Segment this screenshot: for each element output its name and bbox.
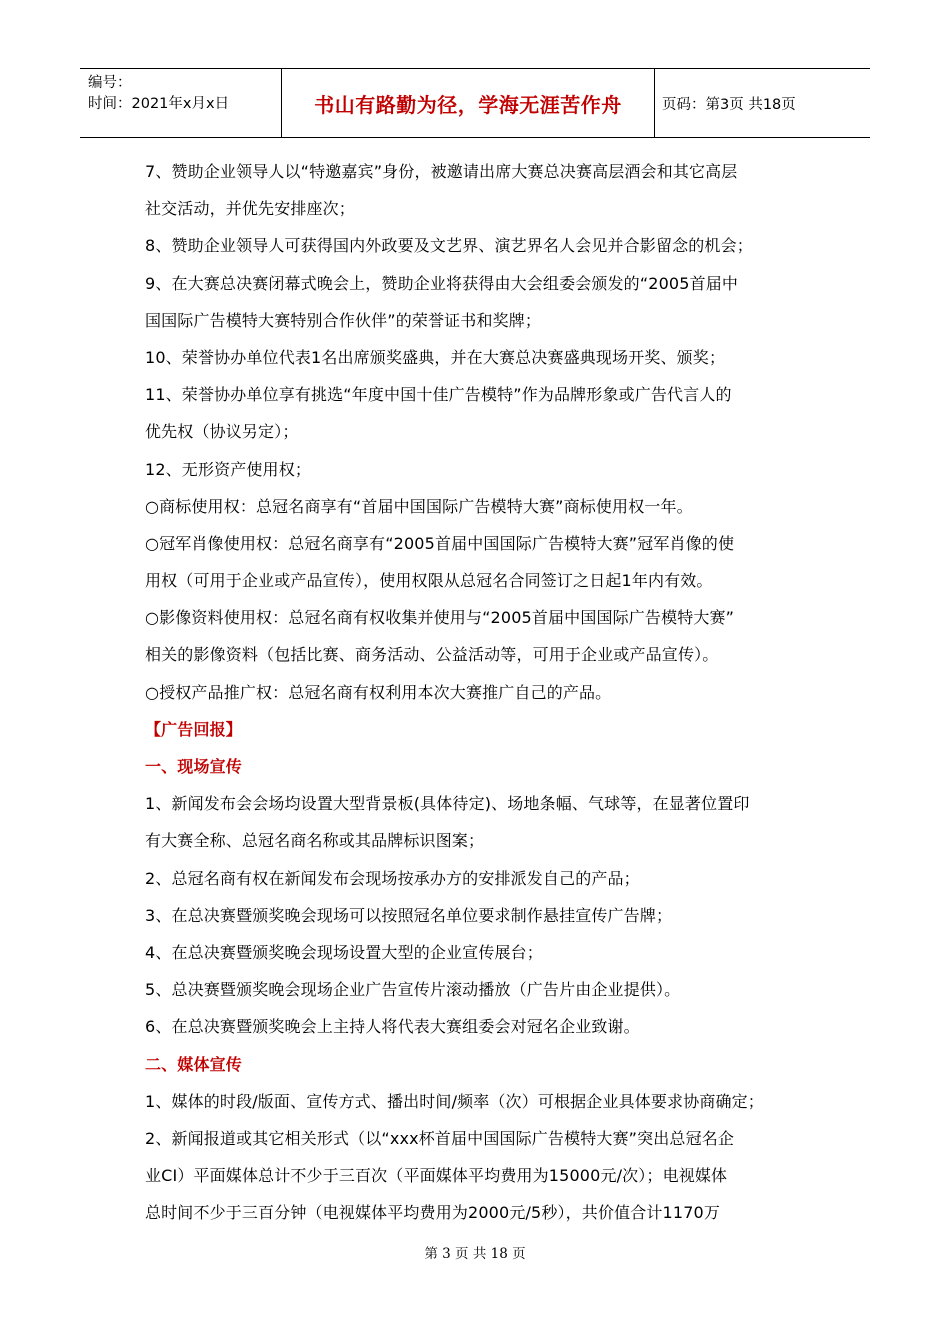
body-line: 7、赞助企业领导人以“特邀嘉宾”身份，被邀请出席大赛总决赛高层酒会和其它高层 — [145, 162, 738, 181]
body-line: 6、在总决赛暨颁奖晚会上主持人将代表大赛组委会对冠名企业致谢。 — [145, 1017, 640, 1037]
body-line: 优先权（协议另定）； — [145, 422, 299, 442]
body-line: 1、新闻发布会会场均设置大型背景板(具体待定)、场地条幅、气球等，在显著位置印 — [145, 794, 750, 814]
document-body — [145, 153, 807, 1231]
body-line: 3、在总决赛暨颁奖晚会现场可以按照冠名单位要求制作悬挂宣传广告牌； — [145, 905, 673, 925]
body-line: ○授权产品推广权：总冠名商有权利用本次大赛推广自己的产品。 — [145, 682, 612, 702]
body-line: ○商标使用权：总冠名商享有“首届中国国际广告模特大赛”商标使用权一年。 — [145, 496, 693, 516]
page-header — [80, 68, 870, 138]
section-heading: 一、现场宣传 — [145, 757, 242, 776]
body-line: ○冠军肖像使用权：总冠名商享有“2005首届中国国际广告模特大赛”冠军肖像的使 — [145, 533, 735, 553]
body-line: 有大赛全称、总冠名商名称或其品牌标识图案； — [145, 831, 485, 851]
document-date: 时间：2021年x月x日 — [88, 96, 230, 112]
body-line: 总时间不少于三百分钟（电视媒体平均费用为2000元/5秒），共价值合计1170万 — [145, 1203, 721, 1223]
body-line: 10、荣誉协办单位代表1名出席颁奖盛典，并在大赛总决赛盛典现场开奖、颁奖； — [145, 347, 726, 367]
body-line: 2、总冠名商有权在新闻发布会现场按承办方的安排派发自己的产品； — [145, 868, 640, 888]
section-heading: 二、媒体宣传 — [145, 1054, 242, 1074]
body-line: 相关的影像资料（包括比赛、商务活动、公益活动等，可用于企业或产品宣传）。 — [145, 645, 719, 665]
body-line: 1、媒体的时段/版面、宣传方式、播出时间/频率（次）可根据企业具体要求协商确定； — [145, 1091, 764, 1111]
body-line: 8、赞助企业领导人可获得国内外政要及文艺界、演艺界名人会见并合影留念的机会； — [145, 236, 753, 256]
body-line: 11、荣誉协办单位享有挑选“年度中国十佳广告模特”作为品牌形象或广告代言人的 — [145, 385, 732, 405]
body-line: 国国际广告模特大赛特别合作伙伴”的荣誉证书和奖牌； — [145, 310, 542, 330]
body-line: 9、在大赛总决赛闭幕式晚会上，赞助企业将获得由大会组委会颁发的“2005首届中 — [145, 273, 739, 293]
body-line: 5、总决赛暨颁奖晚会现场企业广告宣传片滚动播放（广告片由企业提供）。 — [145, 980, 681, 1000]
body-line: 4、在总决赛暨颁奖晚会现场设置大型的企业宣传展台； — [145, 942, 543, 962]
body-line: 用权（可用于企业或产品宣传），使用权限从总冠名合同签订之日起1年内有效。 — [145, 571, 713, 591]
body-line: ○影像资料使用权：总冠名商有权收集并使用与“2005首届中国国际广告模特大赛” — [145, 608, 735, 628]
body-line: 社交活动，并优先安排座次； — [145, 199, 355, 219]
header-page-number: 页码：第3页 共18页 — [662, 96, 796, 113]
body-line: 业CI）平面媒体总计不少于三百次（平面媒体平均费用为15000元/次）；电视媒体 — [145, 1166, 728, 1186]
body-line: 12、无形资产使用权； — [145, 459, 312, 479]
header-motto: 书山有路勤为径，学海无涯苦作舟 — [282, 69, 655, 137]
document-number: 编号： — [88, 75, 132, 91]
section-heading: 【广告回报】 — [145, 719, 242, 739]
header-meta — [80, 69, 282, 137]
body-line: 2、新闻报道或其它相关形式（以“xxx杯首届中国国际广告模特大赛”突出总冠名企 — [145, 1128, 735, 1148]
page-footer: 第 3 页 共 18 页 — [424, 1246, 526, 1262]
